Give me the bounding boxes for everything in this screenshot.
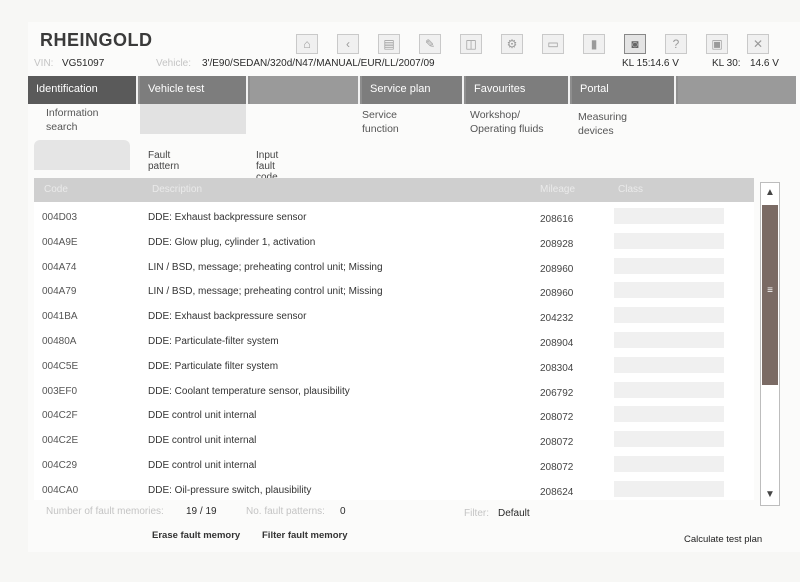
tab-hidden[interactable]	[250, 76, 360, 104]
table-row[interactable]	[34, 204, 754, 229]
tab-service-plan[interactable]: Service plan	[362, 76, 464, 104]
graph-icon[interactable]: ◫	[460, 34, 482, 54]
filter-label: Filter:	[464, 508, 489, 519]
header-code[interactable]: Code	[44, 184, 68, 195]
row-description: DDE control unit internal	[148, 460, 257, 471]
row-mileage: 208072	[540, 412, 574, 424]
fault-patterns-value: 0	[340, 506, 346, 517]
table-row[interactable]	[34, 477, 754, 502]
filter-fault-memory-button[interactable]: Filter fault memory	[262, 530, 348, 541]
row-code: 004A79	[42, 286, 77, 298]
subnav-information-search[interactable]	[46, 106, 99, 134]
battery-icon[interactable]: ▮	[583, 34, 605, 54]
app-title: RHEINGOLD	[40, 30, 153, 50]
vehicle-value: 3'/E90/SEDAN/320d/N47/MANUAL/EUR/LL/2007/09	[202, 58, 435, 69]
row-class	[614, 258, 724, 274]
subnav-measuring[interactable]	[578, 110, 627, 138]
row-mileage: 208624	[540, 486, 574, 498]
row-mileage: 208072	[540, 462, 574, 473]
row-description: DDE: Coolant temperature sensor, plausibility	[148, 385, 350, 397]
row-code: 004C2F	[42, 410, 78, 422]
subnav-measuring-line1: Measuring	[578, 111, 628, 123]
row-class	[614, 382, 724, 398]
header-class[interactable]: Class	[618, 184, 644, 195]
row-description: DDE: Oil-pressure switch, plausibility	[148, 484, 312, 496]
row-code: 004C29	[42, 460, 78, 471]
row-mileage: 206792	[540, 387, 574, 399]
subnav-workshop[interactable]	[470, 108, 544, 136]
fault-patterns-label: No. fault patterns:	[246, 506, 325, 517]
tab-input-fault-code[interactable]: Input fault	[256, 150, 279, 172]
row-code: 003EF0	[42, 385, 78, 397]
main-nav	[28, 76, 796, 104]
subnav-service-function[interactable]	[362, 108, 399, 136]
filter-value: Default	[498, 508, 530, 519]
toolbar	[296, 34, 788, 54]
row-code: 004C5E	[42, 360, 79, 372]
tab-fault-pattern[interactable]: Fault pattern	[148, 150, 180, 172]
row-description: DDE: Particulate filter system	[148, 360, 279, 372]
row-mileage: 208960	[540, 288, 574, 300]
row-code: 00480A	[42, 336, 77, 347]
row-description: DDE: Particulate-filter system	[148, 336, 279, 347]
row-class	[614, 481, 724, 497]
tab-empty	[678, 76, 796, 104]
tv-icon[interactable]: ▭	[542, 34, 564, 54]
row-class	[614, 332, 724, 348]
kl15-value: 14.6 V	[650, 58, 679, 69]
row-class	[614, 357, 724, 373]
vin-label: VIN:	[34, 58, 54, 69]
header-description[interactable]: Description	[152, 184, 203, 195]
table-scrollbar[interactable]	[760, 182, 780, 506]
row-code: 004C2E	[42, 435, 79, 447]
sub-nav	[28, 104, 796, 144]
row-class	[614, 282, 724, 298]
table-row[interactable]	[34, 427, 754, 452]
row-description: DDE control unit internal	[148, 435, 257, 447]
scroll-up-icon[interactable]: ▲	[762, 184, 778, 202]
row-class	[614, 208, 724, 224]
row-code: 004A74	[42, 261, 77, 273]
vehicle-info-bar	[34, 58, 786, 72]
row-description: LIN / BSD, message; preheating control unit; Missing	[148, 261, 383, 273]
wrench-icon[interactable]: ✎	[419, 34, 441, 54]
subnav-info-line2: search	[46, 121, 78, 133]
kl15-label: KL 15:	[622, 58, 651, 69]
table-row[interactable]	[34, 452, 754, 477]
subnav-service-line2: function	[362, 123, 399, 135]
row-class	[614, 406, 724, 422]
row-description: DDE control unit internal	[148, 410, 257, 422]
table-row[interactable]	[34, 328, 754, 353]
fault-memories-label: Number of fault memories:	[46, 506, 164, 517]
subnav-workshop-line2: Operating fluids	[470, 123, 544, 135]
tab-vehicle-test[interactable]: Vehicle test	[140, 76, 248, 104]
document-icon[interactable]: ▤	[378, 34, 400, 54]
scroll-down-icon[interactable]: ▼	[762, 486, 778, 504]
row-code: 004D03	[42, 212, 78, 223]
row-description: DDE: Glow plug, cylinder 1, activation	[148, 236, 316, 248]
vin-value: VG51097	[62, 58, 105, 69]
vehicle-label: Vehicle:	[156, 58, 192, 69]
back-icon[interactable]: ‹	[337, 34, 359, 54]
row-class	[614, 431, 724, 447]
table-header	[34, 178, 754, 202]
kl30-value: 14.6 V	[750, 58, 779, 69]
subnav-service-line1: Service	[362, 109, 398, 121]
erase-fault-memory-button[interactable]: Erase fault memory	[152, 530, 241, 541]
tab-favourites[interactable]: Favourites	[466, 76, 570, 104]
row-mileage: 208960	[540, 263, 574, 275]
row-code: 004CA0	[42, 484, 79, 496]
subnav-measuring-line2: devices	[578, 125, 614, 137]
vehicle-icon[interactable]: ◙	[624, 34, 646, 54]
monitor-icon[interactable]: ▣	[706, 34, 728, 54]
table-row[interactable]	[34, 402, 754, 427]
row-mileage: 208928	[540, 238, 574, 250]
subnav-hidden-item[interactable]	[140, 104, 246, 134]
table-row[interactable]	[34, 278, 754, 303]
grip-icon: ≡	[767, 285, 773, 296]
header-mileage[interactable]: Mileage	[540, 184, 576, 195]
help-icon[interactable]: ?	[665, 34, 687, 54]
row-description: DDE: Exhaust backpressure sensor	[148, 212, 307, 223]
gear-icon[interactable]: ⚙	[501, 34, 523, 54]
close-icon[interactable]: ✕	[747, 34, 769, 54]
row-class	[614, 307, 724, 323]
table-row[interactable]	[34, 303, 754, 328]
footer	[44, 506, 780, 552]
row-code: 004A9E	[42, 236, 78, 248]
row-mileage: 208616	[540, 214, 574, 225]
row-description: DDE: Exhaust backpressure sensor	[148, 311, 307, 323]
tab-identification[interactable]: Identification	[28, 76, 138, 104]
subnav-info-line1: Information	[46, 107, 99, 119]
kl30-label: KL 30:	[712, 58, 741, 69]
row-mileage: 208904	[540, 338, 574, 349]
home-icon[interactable]: ⌂	[296, 34, 318, 54]
subnav-workshop-line1: Workshop/	[470, 109, 520, 121]
row-class	[614, 456, 724, 472]
table-row[interactable]	[34, 254, 754, 279]
fault-table	[34, 178, 754, 500]
row-mileage: 204232	[540, 313, 574, 325]
row-class	[614, 233, 724, 249]
tab-fault-memory[interactable]	[34, 140, 130, 170]
table-row[interactable]	[34, 353, 754, 378]
row-mileage: 208304	[540, 362, 574, 374]
calculate-test-plan-button[interactable]: Calculate test plan	[684, 534, 763, 545]
scroll-thumb[interactable]	[762, 205, 778, 385]
row-description: LIN / BSD, message; preheating control unit; Missing	[148, 286, 383, 298]
row-code: 0041BA	[42, 311, 78, 323]
table-row[interactable]	[34, 229, 754, 254]
fault-memories-value: 19 / 19	[186, 506, 217, 517]
tab-portal[interactable]: Portal	[572, 76, 676, 104]
row-mileage: 208072	[540, 437, 574, 449]
table-row[interactable]	[34, 378, 754, 403]
